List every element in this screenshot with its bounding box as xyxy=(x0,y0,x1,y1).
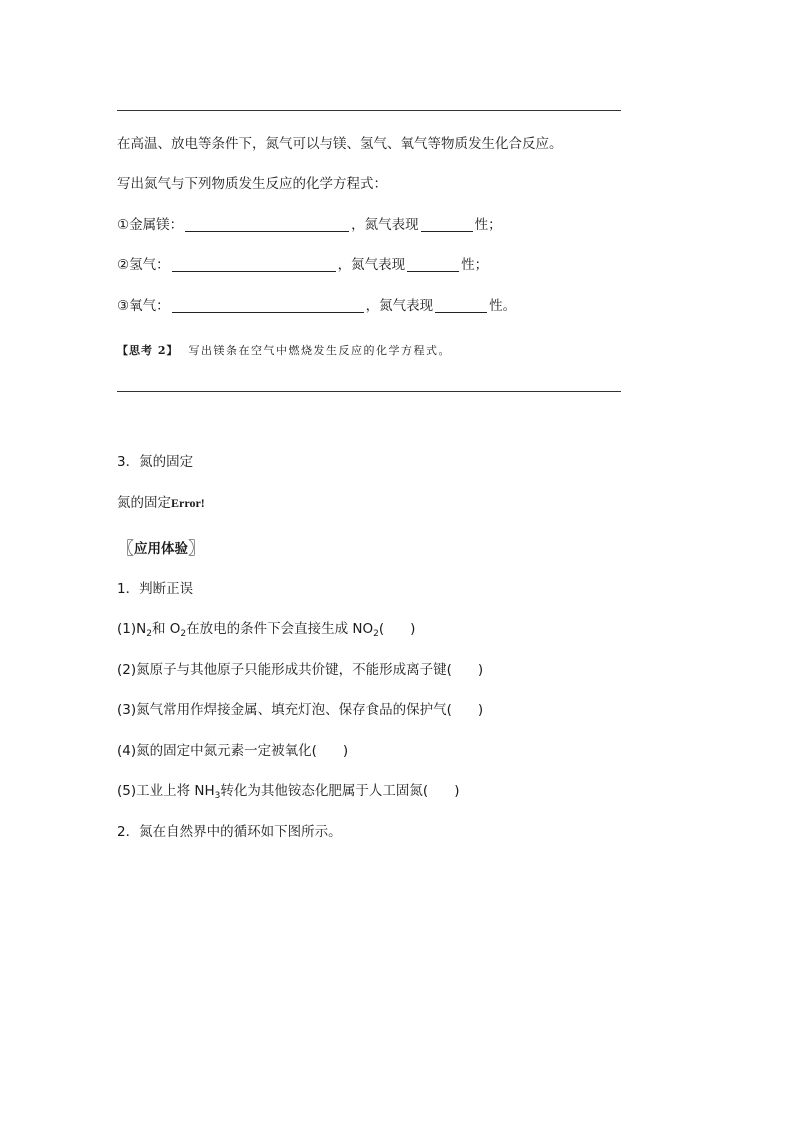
equation-blank[interactable] xyxy=(172,257,336,272)
error-text: Error! xyxy=(171,496,205,510)
think-tag: 【思考 2】 xyxy=(117,344,179,357)
reaction-oxygen: ③氧气： ，氮气表现 性。 xyxy=(117,298,517,314)
reaction-magnesium: ①金属镁： ，氮气表现 性； xyxy=(117,217,502,233)
think-text: 写出镁条在空气中燃烧发生反应的化学方程式。 xyxy=(188,344,451,357)
nitrogen-fixation-line: 氮的固定Error! xyxy=(117,495,205,511)
apply-heading xyxy=(117,534,205,559)
reaction-label: ②氢气： xyxy=(117,257,170,273)
answer-line-think xyxy=(117,391,621,392)
apply-title: 应用体验 xyxy=(134,541,188,557)
intro-line-2: 写出氮气与下列物质发生反应的化学方程式： xyxy=(117,176,387,192)
judge-item-3: (3)氮气常用作焊接金属、填充灯泡、保存食品的保护气( ) xyxy=(117,702,484,718)
judge-item-5: (5)工业上将 $NH_3$转化为其他铵态化肥属于人工固氮( ) xyxy=(117,783,460,801)
q2-heading: 2．氮在自然界中的循环如下图所示。 xyxy=(117,824,342,840)
reaction-label: ①金属镁： xyxy=(117,217,184,233)
intro-line-1: 在高温、放电等条件下，氮气可以与镁、氢气、氧气等物质发生化合反应。 xyxy=(117,136,563,152)
equation-blank[interactable] xyxy=(185,217,349,232)
q1-heading: 1．判断正误 xyxy=(117,581,194,597)
answer-line-top xyxy=(117,110,621,111)
reaction-hydrogen: ②氢气： ，氮气表现 性； xyxy=(117,257,489,273)
reaction-label: ③氧气： xyxy=(117,298,170,314)
property-blank[interactable] xyxy=(435,298,487,313)
judge-item-1: $(1)N_2$和 $O_2$在放电的条件下会直接生成 $NO_2$( ) xyxy=(117,621,416,639)
equation-blank[interactable] xyxy=(172,298,364,313)
property-blank[interactable] xyxy=(421,217,473,232)
section-3-heading: 3．氮的固定 xyxy=(117,454,194,470)
judge-item-2: (2)氮原子与其他原子只能形成共价键，不能形成离子键( ) xyxy=(117,662,484,678)
bracket-close: 〗 xyxy=(188,539,205,559)
judge-item-4: (4)氮的固定中氮元素一定被氧化( ) xyxy=(117,743,349,759)
property-blank[interactable] xyxy=(407,257,459,272)
bracket-open: 〖 xyxy=(117,539,134,559)
think-2 xyxy=(117,339,451,358)
